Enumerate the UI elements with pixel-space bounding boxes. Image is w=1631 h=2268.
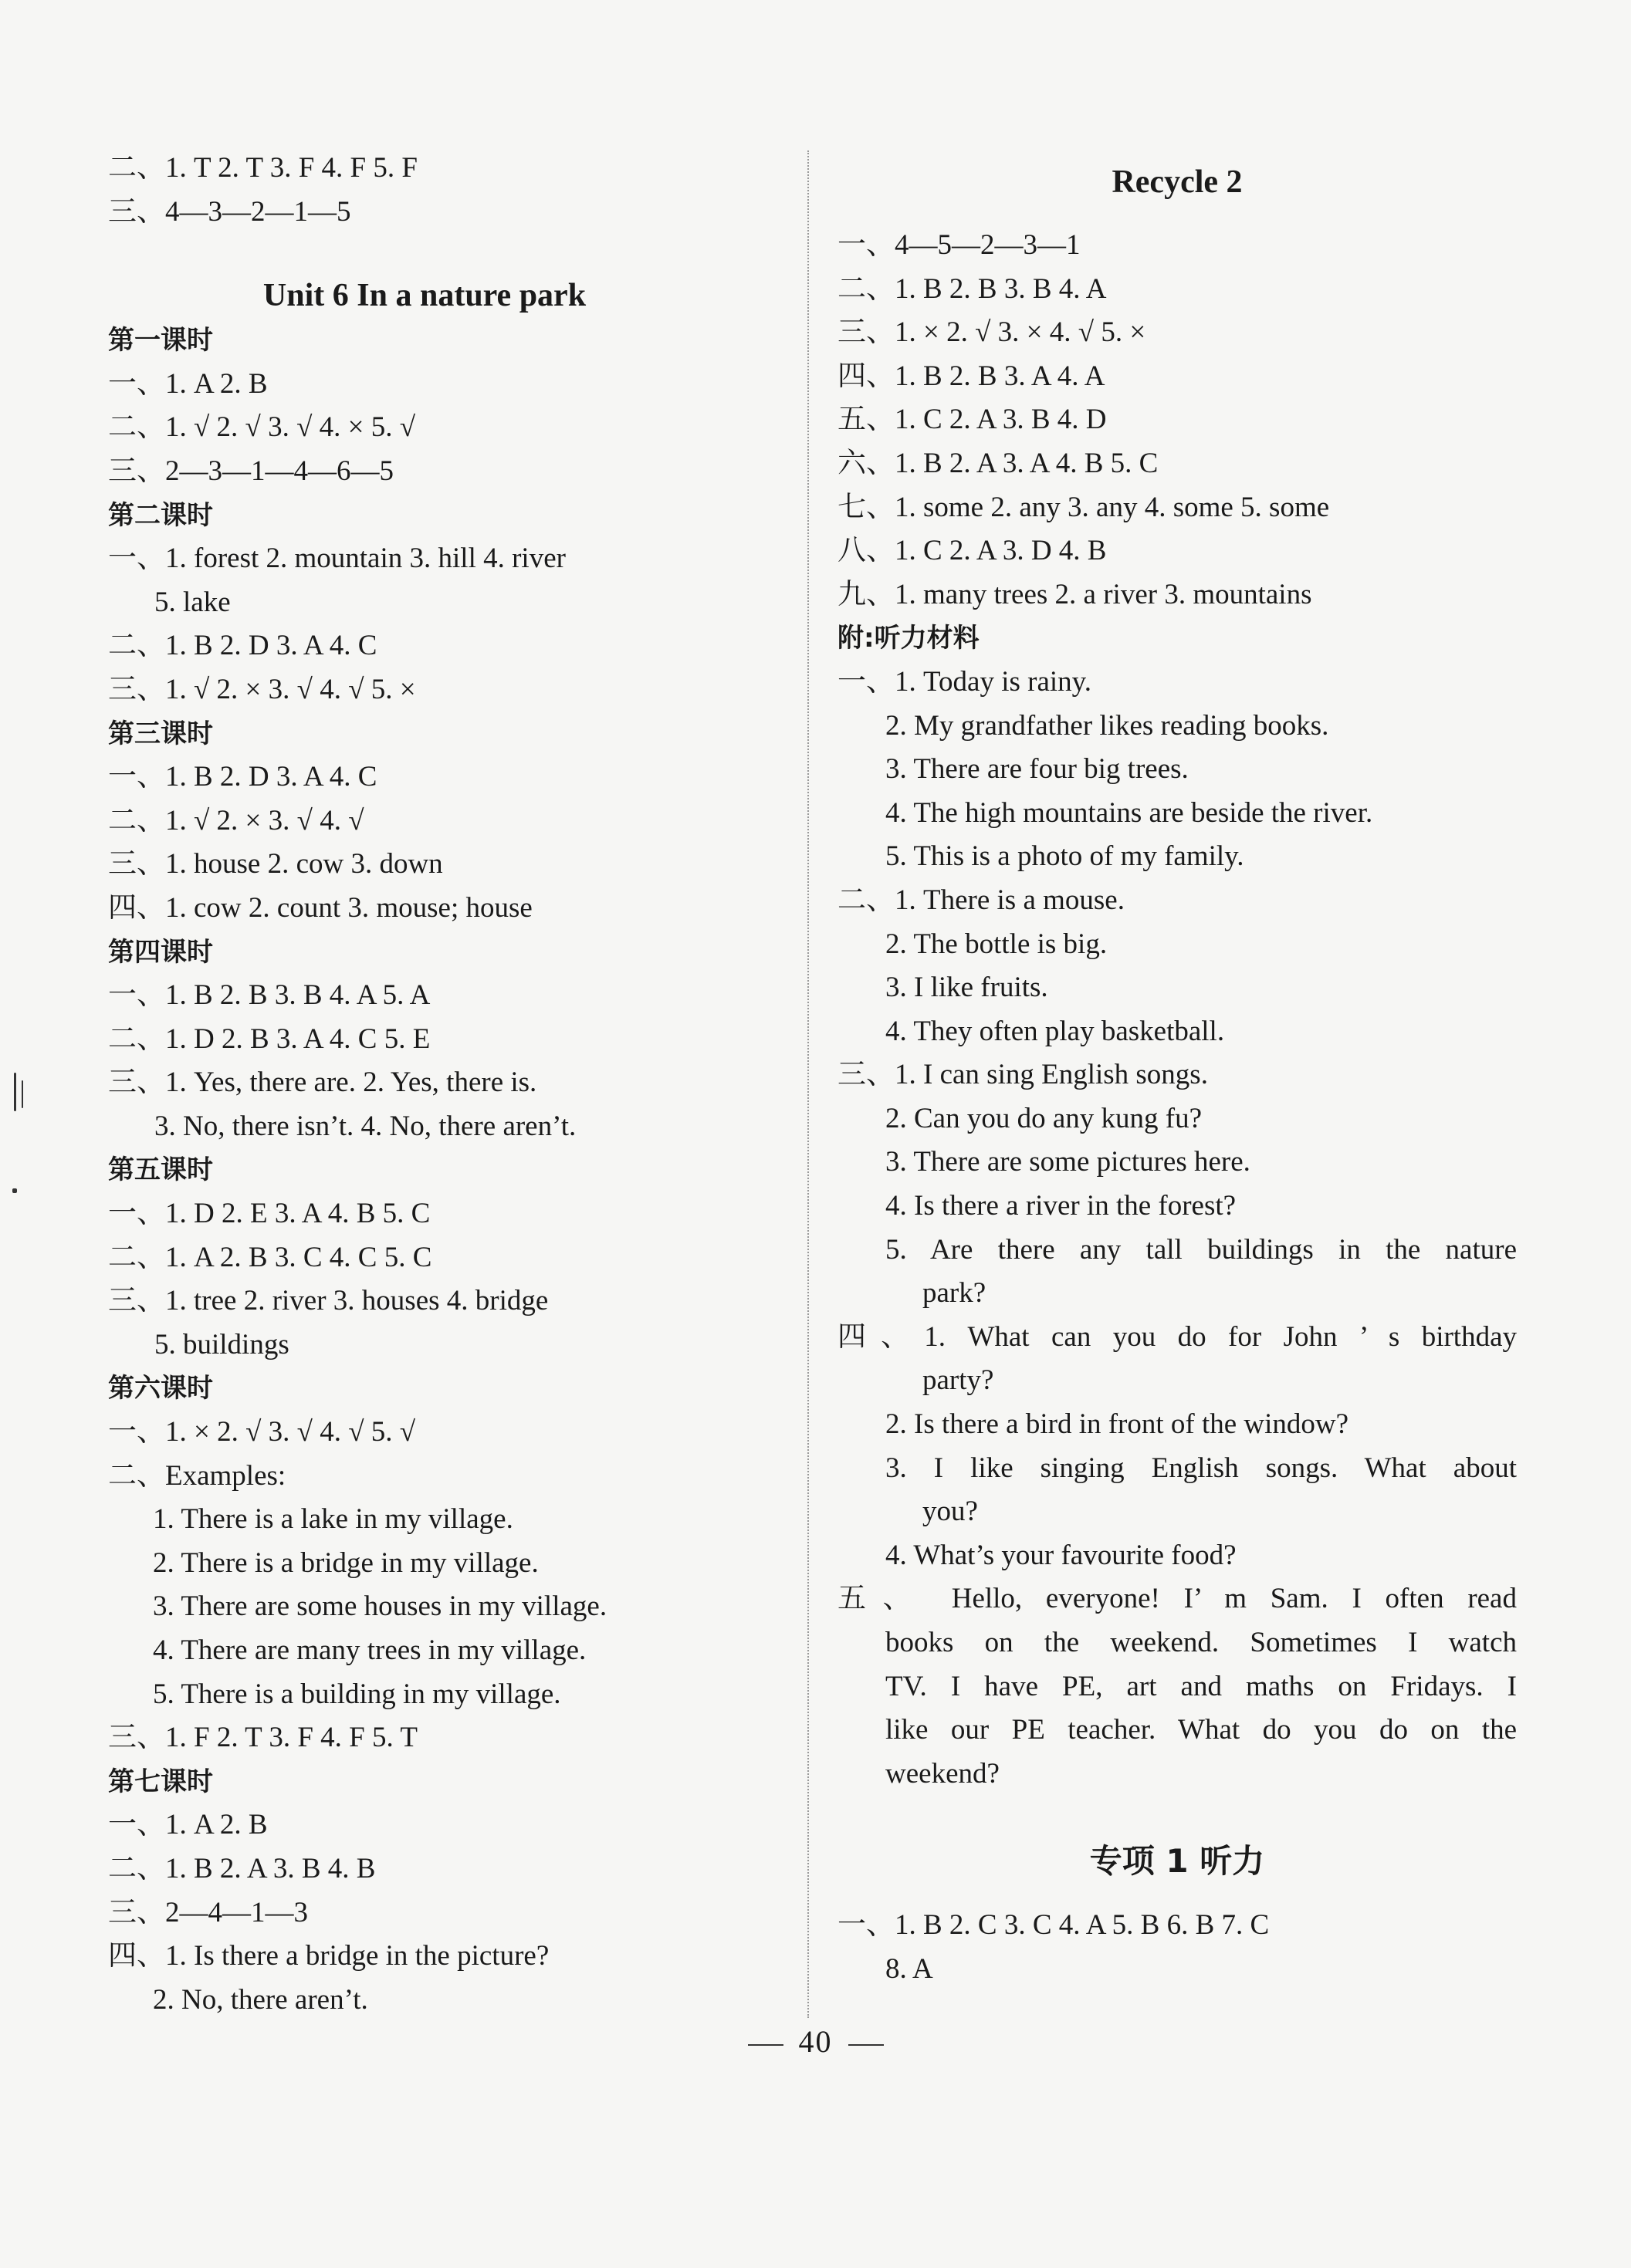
answer-line: 三、1. I can sing English songs.: [837, 1059, 1208, 1091]
section-title: Recycle 2: [1112, 164, 1243, 200]
answer-line: 八、1. C 2. A 3. D 4. B: [837, 535, 1107, 567]
listening-paragraph-line: like our PE teacher. What do you do on the: [885, 1714, 1517, 1746]
numbered-sentence: 4. There are many trees in my village.: [153, 1634, 587, 1666]
answer-line: 五、 Hello, everyone! I’ m Sam. I often read: [837, 1583, 1517, 1615]
answer-line: 一、1. Today is rainy.: [837, 665, 1091, 698]
answer-line: 三、1. Yes, there are. 2. Yes, there is.: [108, 1066, 537, 1099]
answer-line: 二、1. √ 2. × 3. √ 4. √: [108, 804, 364, 837]
answer-line: 一、1. × 2. √ 3. √ 4. √ 5. √: [108, 1416, 416, 1448]
answer-line: 三、2—4—1—3: [108, 1896, 308, 1928]
lesson-heading: 第六课时: [108, 1373, 213, 1404]
listening-paragraph-line: books on the weekend. Sometimes I watch: [885, 1627, 1517, 1658]
section-title: 专项 1 听力: [1089, 1842, 1265, 1881]
lesson-heading: 第三课时: [108, 718, 213, 749]
numbered-sentence: 1. There is a lake in my village.: [153, 1503, 513, 1536]
scan-speck: [12, 1188, 17, 1193]
scan-speck: [22, 1080, 23, 1108]
answer-line: 九、1. many trees 2. a river 3. mountains: [837, 578, 1312, 610]
answer-line: 一、1. B 2. C 3. C 4. A 5. B 6. B 7. C: [837, 1909, 1270, 1942]
answer-line: 二、1. B 2. B 3. B 4. A: [837, 272, 1107, 305]
answer-line: 七、1. some 2. any 3. any 4. some 5. some: [837, 491, 1330, 523]
numbered-sentence: 5. There is a building in my village.: [153, 1678, 561, 1710]
listening-sentence-continued: park?: [922, 1277, 986, 1310]
listening-sentence: 3. I like fruits.: [885, 972, 1048, 1004]
answer-line: 三、4—3—2—1—5: [108, 195, 351, 228]
listening-sentence: 4. Is there a river in the forest?: [885, 1190, 1237, 1222]
answer-line: 三、1. house 2. cow 3. down: [108, 848, 443, 880]
answer-line: 三、1. √ 2. × 3. √ 4. √ 5. ×: [108, 673, 416, 705]
answer-line: 二、Examples:: [108, 1459, 286, 1492]
answer-line: 一、1. A 2. B: [108, 1809, 268, 1841]
answer-line: 二、1. D 2. B 3. A 4. C 5. E: [108, 1022, 431, 1055]
answer-line: 一、4—5—2—3—1: [837, 229, 1081, 261]
answer-line-continued: 3. No, there isn’t. 4. No, there aren’t.: [154, 1110, 577, 1142]
answer-line: 二、1. A 2. B 3. C 4. C 5. C: [108, 1241, 432, 1273]
left-column: [108, 147, 741, 2022]
page-number-text: 40: [798, 2024, 833, 2059]
listening-sentence-continued: you?: [922, 1496, 978, 1528]
numbered-sentence: 3. There are some houses in my village.: [153, 1590, 607, 1623]
answer-line: 一、1. forest 2. mountain 3. hill 4. river: [108, 542, 566, 575]
page-number-dash-right: [848, 2044, 884, 2046]
listening-sentence: 3. There are some pictures here.: [885, 1146, 1250, 1178]
lesson-heading: 第一课时: [108, 325, 213, 357]
lesson-heading: 第五课时: [108, 1154, 213, 1186]
answer-line-continued: 5. lake: [154, 586, 231, 618]
listening-sentence: 8. A: [885, 1952, 933, 1985]
answer-line: 四、1. What can you do for John ’ s birthday: [837, 1320, 1517, 1353]
answer-line: 二、1. √ 2. √ 3. √ 4. × 5. √: [108, 411, 416, 444]
listening-paragraph-line: weekend?: [885, 1757, 1000, 1790]
page-number-dash-left: [748, 2044, 783, 2046]
answer-line: 一、1. B 2. D 3. A 4. C: [108, 761, 377, 793]
answer-line: 二、1. B 2. D 3. A 4. C: [108, 630, 377, 662]
listening-sentence: 2. Is there a bird in front of the window?: [885, 1408, 1349, 1441]
listening-sentence: 5. Are there any tall buildings in the nature: [885, 1233, 1517, 1266]
answer-line: 三、1. × 2. √ 3. × 4. √ 5. ×: [837, 316, 1146, 349]
lesson-heading: 附:听力材料: [837, 623, 980, 654]
listening-sentence: 2. The bottle is big.: [885, 928, 1108, 960]
answer-line: 四、1. Is there a bridge in the picture?: [108, 1940, 550, 1972]
listening-sentence: 3. I like singing English songs. What about: [885, 1452, 1517, 1484]
answer-line: 三、1. F 2. T 3. F 4. F 5. T: [108, 1722, 418, 1754]
listening-sentence: 5. This is a photo of my family.: [885, 840, 1244, 873]
answer-line: 四、1. B 2. B 3. A 4. A: [837, 360, 1105, 392]
answer-line: 三、2—3—1—4—6—5: [108, 455, 394, 487]
answer-line: 五、1. C 2. A 3. B 4. D: [837, 404, 1107, 436]
lesson-heading: 第二课时: [108, 499, 213, 531]
lesson-heading: 第四课时: [108, 936, 213, 968]
numbered-sentence: 2. No, there aren’t.: [153, 1983, 368, 2016]
listening-paragraph-line: TV. I have PE, art and maths on Fridays. I: [885, 1670, 1517, 1702]
answer-line: 四、1. cow 2. count 3. mouse; house: [108, 891, 533, 924]
column-divider: [807, 150, 809, 2018]
page-number: [0, 2023, 1631, 2060]
lesson-heading: 第七课时: [108, 1766, 213, 1797]
listening-sentence-continued: party?: [922, 1364, 994, 1397]
listening-sentence: 3. There are four big trees.: [885, 753, 1189, 786]
answer-line: 三、1. tree 2. river 3. houses 4. bridge: [108, 1285, 549, 1317]
numbered-sentence: 2. There is a bridge in my village.: [153, 1546, 539, 1579]
listening-sentence: 4. They often play basketball.: [885, 1015, 1225, 1047]
listening-sentence: 2. Can you do any kung fu?: [885, 1102, 1203, 1134]
scan-speck: [14, 1073, 16, 1111]
right-column: [837, 147, 1517, 1992]
listening-sentence: 2. My grandfather likes reading books.: [885, 709, 1329, 742]
answer-line: 二、1. T 2. T 3. F 4. F 5. F: [108, 152, 418, 184]
listening-sentence: 4. The high mountains are beside the river.: [885, 796, 1373, 829]
answer-line: 二、1. There is a mouse.: [837, 884, 1125, 916]
answer-line: 一、1. B 2. B 3. B 4. A 5. A: [108, 979, 431, 1012]
answer-line: 一、1. D 2. E 3. A 4. B 5. C: [108, 1198, 431, 1230]
listening-sentence: 4. What’s your favourite food?: [885, 1539, 1237, 1571]
answer-line: 六、1. B 2. A 3. A 4. B 5. C: [837, 447, 1159, 479]
answer-line-continued: 5. buildings: [154, 1328, 289, 1360]
section-title: Unit 6 In a nature park: [262, 278, 587, 314]
answer-line: 二、1. B 2. A 3. B 4. B: [108, 1852, 376, 1884]
answer-line: 一、1. A 2. B: [108, 367, 268, 400]
